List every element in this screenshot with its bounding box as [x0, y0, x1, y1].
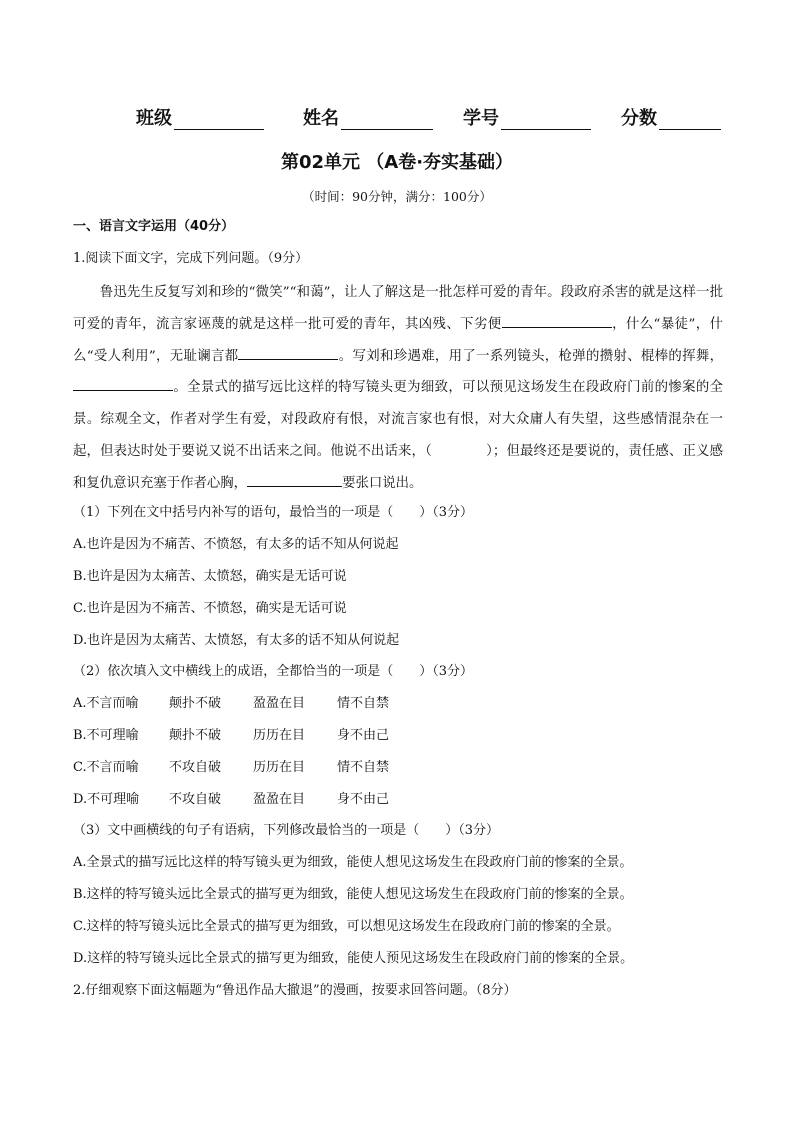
- sub2-c-word-3: 历历在目: [253, 760, 306, 775]
- class-label: 班级: [136, 108, 172, 129]
- section-heading: 一、语言文字运用（40分）: [73, 219, 235, 234]
- sub3-option-c[interactable]: C.这样的特写镜头远比全景式的描写更为细致，可以想见这场发生在段政府门前的惨案的全景。: [73, 919, 620, 934]
- passage-part-4: 。全景式的描写远比这样的特写镜头更为细致，可以预见这场发生在段政府门前的惨案的全景。综观全文，作者对学生有爱，对段政府有恨，对流言家也有恨，对大众庸人有失望，这些感情混杂在一起，但表达时处于要说又说不出话来之间。他说不出话来，（ ）；但最终还是要说的，责任感、正义感和复仇意识充塞于作者心胸，: [73, 380, 723, 491]
- sub2-d-word-1: D.不可理喻: [73, 792, 140, 807]
- passage-part-1: 鲁迅先生反复写刘和珍的“微笑”“和蔼”，让人了解这是一批怎样可爱的青年。段政府杀害的就是这样一批可爱的青年，流言家诬蔑的就是这样一批可爱的青年，其凶残、下劣便: [73, 285, 723, 332]
- reading-passage: [73, 277, 723, 500]
- name-field: [303, 104, 433, 130]
- sub2-c-word-1: C.不言而喻: [73, 760, 139, 775]
- sub1-option-c[interactable]: C.也许是因为不痛苦、不愤怒，确实是无话可说: [73, 601, 347, 616]
- class-field: [136, 104, 264, 130]
- sub-question-1: （1）下列在文中括号内补写的语句，最恰当的一项是（ ）（3分）: [73, 505, 474, 520]
- sub2-d-word-2: 不攻自破: [169, 792, 222, 807]
- sub2-b-word-3: 历历在目: [253, 728, 306, 743]
- question-1-intro: 1.阅读下面文字，完成下列问题。（9分）: [73, 251, 309, 266]
- passage-part-3: 。写刘和珍遇难，用了一系列镜头，枪弹的攒射、棍棒的挥舞，: [338, 348, 723, 364]
- score-field: [621, 104, 721, 130]
- sub2-a-word-4: 情不自禁: [337, 696, 390, 711]
- score-label: 分数: [621, 108, 657, 129]
- sub2-b-word-4: 身不由己: [337, 728, 390, 743]
- passage-part-5: 要张口说出。: [342, 475, 423, 491]
- student-id-label: 学号: [463, 108, 499, 129]
- student-id-field: [463, 104, 591, 130]
- class-blank[interactable]: [174, 109, 264, 130]
- passage-blank-1: [502, 313, 612, 328]
- passage-blank-2: [238, 345, 338, 360]
- score-blank[interactable]: [659, 109, 721, 130]
- sub2-a-word-2: 颠扑不破: [169, 696, 222, 711]
- sub1-option-b[interactable]: B.也许是因为太痛苦、太愤怒，确实是无话可说: [73, 569, 347, 584]
- sub2-d-word-3: 盈盈在目: [253, 792, 306, 807]
- passage-part-2: ，什么“暴徒”，什么“受人利用”，无耻谰言都: [73, 316, 723, 364]
- sub2-c-word-2: 不攻自破: [169, 760, 222, 775]
- sub-question-3: （3）文中画横线的句子有语病，下列修改最恰当的一项是（ ）（3分）: [73, 823, 500, 838]
- question-2-intro: 2.仔细观察下面这幅题为“鲁迅作品大撤退”的漫画，按要求回答问题。（8分）: [73, 983, 517, 998]
- page-subtitle: （时间：90分钟，满分：100分）: [302, 189, 492, 204]
- sub2-a-word-3: 盈盈在目: [253, 696, 306, 711]
- student-id-blank[interactable]: [501, 109, 591, 130]
- sub2-d-word-4: 身不由己: [337, 792, 390, 807]
- sub-question-2: （2）依次填入文中横线上的成语，全都恰当的一项是（ ）（3分）: [73, 664, 474, 679]
- sub1-option-a[interactable]: A.也许是因为不痛苦、不愤怒，有太多的话不知从何说起: [73, 537, 399, 552]
- sub1-option-d[interactable]: D.也许是因为太痛苦、太愤怒，有太多的话不知从何说起: [73, 633, 400, 648]
- name-label: 姓名: [303, 108, 339, 129]
- passage-blank-3: [73, 376, 173, 391]
- page-title: 第02单元 （A卷·夯实基础）: [280, 152, 514, 173]
- name-blank[interactable]: [341, 109, 433, 130]
- student-info-header: [136, 104, 726, 132]
- sub3-option-b[interactable]: B.这样的特写镜头远比全景式的描写更为细致，能使人想见这场发生在段政府门前的惨案的全景。: [73, 887, 633, 902]
- sub3-option-d[interactable]: D.这样的特写镜头远比全景式的描写更为细致，能使人预见这场发生在段政府门前的惨案的全景。: [73, 951, 634, 966]
- passage-blank-4: [247, 472, 342, 487]
- sub2-b-word-1: B.不可理喻: [73, 728, 139, 743]
- sub2-b-word-2: 颠扑不破: [169, 728, 222, 743]
- sub3-option-a[interactable]: A.全景式的描写远比这样的特写镜头更为细致，能使人想见这场发生在段政府门前的惨案的全景。: [73, 855, 633, 870]
- sub2-c-word-4: 情不自禁: [337, 760, 390, 775]
- sub2-a-word-1: A.不言而喻: [73, 696, 139, 711]
